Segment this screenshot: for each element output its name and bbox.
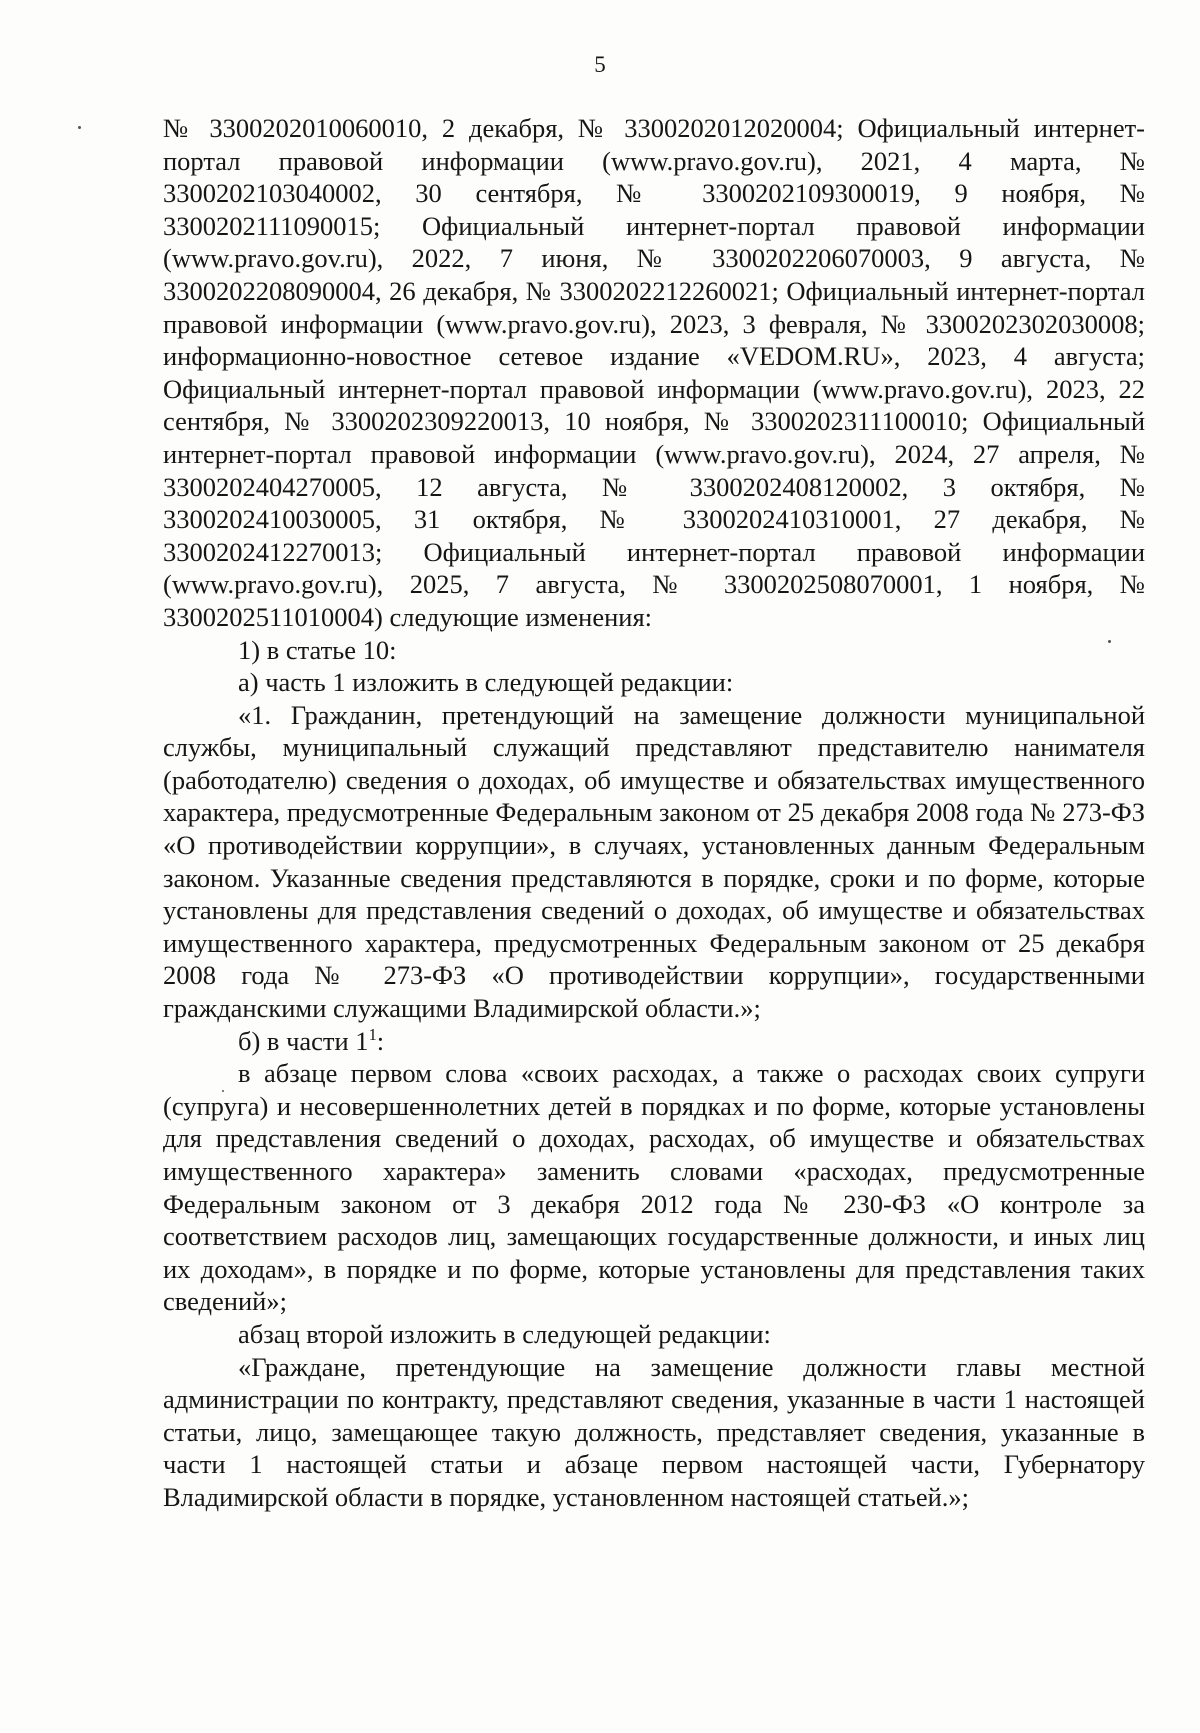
paragraph-item-1: 1) в статье 10: [238,634,397,665]
paragraph-publication-sources: № 3300202010060010, 2 декабря, № 3300202012020004; Официальный интернет-портал правовой информации (www.pravo.gov.ru), 2021, 4 марта, № 3300202103040002, 30 сентября, № 3300202109300019, 9 ноября, № 3300202111090015; Официальный интернет-портал правовой информации (www.pravo.gov.ru), 2022, 7 июня, № 3300202206070003, 9 августа, № 3300202208090004, 26 декабря, № 3300202212260021; Официальный интернет-портал правовой информации (www.pravo.gov.ru), 2023, 3 февраля, № 3300202302030008; информационно-новостное сетевое издание «VEDOM.RU», 2023, 4 августа; Официальный интернет-портал правовой информации (www.pravo.gov.ru), 2023, 22 сентября, № 3300202309220013, 10 ноября, № 3300202311100010; Официальный интернет-портал правовой информации (www.pravo.gov.ru), 2024, 27 апреля, № 3300202404270005, 12 августа, № 3300202408120002, 3 октября, № 3300202410030005, 31 октября, № 3300202410310001, 27 декабря, № 3300202412270013; Официальный интернет-портал правовой информации (www.pravo.gov.ru), 2025, 7 августа, № 3300202508070001, 1 ноября, № 3300202511010004) следующие изменения: [163,113,1145,632]
page-number: 5 [594,52,606,77]
paragraph-part-1-text: «1. Гражданин, претендующий на замещение должности муниципальной службы, муниципальный служащий представляют представителю нанимателя (работодателю) сведения о доходах, об имуществе и обязательствах имущественного характера, предусмотренные Федеральным законом от 25 декабря 2008 года № 273-ФЗ «О противодействии коррупции», в случаях, установленных данным Федеральным законом. Указанные сведения представляются в порядке, сроки и по форме, которые установлены для представления сведений о доходах, об имуществе и обязательствах имущественного характера, предусмотренных Федеральным законом от 25 декабря 2008 года № 273-ФЗ «О противодействии коррупции», государственными гражданскими служащими Владимирской области.»; [163,699,1145,1024]
item-b-superscript: 1 [368,1024,377,1044]
document-body [163,112,1145,1514]
paragraph-first-abzac-change: в абзаце первом слова «своих расходах, а также о расходах своих супруги (супруга) и несовершеннолетних детей в порядках и по форме, которые установлены для представления сведений о доходах, расходах, об имуществе и обязательствах имущественного характера» заменить словами «расходах, предусмотренные Федеральным законом от 3 декабря 2012 года № 230-ФЗ «О контроле за соответствием расходов лиц, замещающих государственные должности, и иных лиц их доходам», в порядке и по форме, которые установлены для представления таких сведений»; [163,1058,1145,1317]
paragraph-second-abzac-text: «Граждане, претендующие на замещение должности главы местной администрации по контракту, представляют сведения, указанные в части 1 настоящей статьи, лицо, замещающее такую должность, представляет сведения, указанные в части 1 настоящей статьи и абзаце первом настоящей части, Губернатору Владимирской области в порядке, установленном настоящей статьей.»; [163,1351,1145,1512]
item-b-text: б) в части 1 [238,1025,369,1056]
scan-speck [78,126,81,129]
paragraph-item-a: а) часть 1 изложить в следующей редакции: [238,667,734,698]
paragraph-item-b [163,1025,1145,1058]
paragraph-second-abzac-intro: абзац второй изложить в следующей редакции: [238,1318,771,1349]
item-b-colon: : [376,1025,385,1056]
